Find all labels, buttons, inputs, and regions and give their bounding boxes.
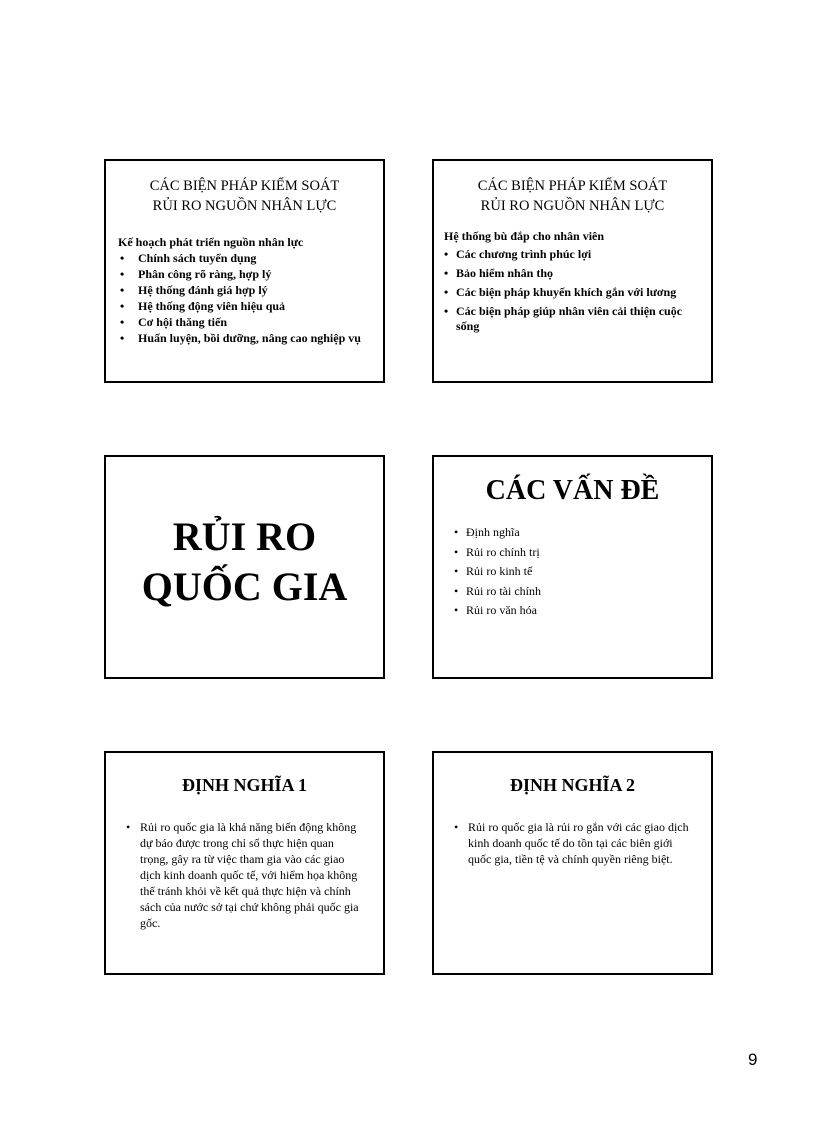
list-item: • Chính sách tuyển dụng (120, 251, 257, 265)
list-item: • Định nghĩa (454, 525, 520, 539)
list-item: • Bảo hiểm nhân thọ (444, 266, 554, 280)
list-item: • Rủi ro kinh tế (454, 564, 533, 578)
list-item: • Huấn luyện, bồi dưỡng, nâng cao nghiệp vụ (120, 331, 361, 345)
slide-title: CÁC VẤN ĐỀ (485, 475, 660, 506)
slide-4 (432, 455, 713, 679)
bullet-list (126, 819, 362, 931)
list-item: • Cơ hội thăng tiến (120, 315, 227, 329)
list-item: • Rủi ro quốc gia là khả năng biến động không dự báo được trong chỉ số thực hiện quan trọng, gây ra từ việc tham gia vào các giao dịch kinh doanh quốc tế, với hiểm họa không thể tránh khỏi về kết quả thực hiện và chính sách của nước sở tại chứ không phải quốc gia gốc. (126, 820, 359, 930)
slide-title (440, 176, 705, 216)
list-item: • Hệ thống động viên hiệu quả (120, 299, 286, 313)
slide-5 (104, 751, 385, 975)
slide-2 (432, 159, 713, 383)
slide-title (112, 176, 377, 216)
slide-title-line: RỦI RO NGUỒN NHÂN LỰC (480, 198, 665, 214)
slide-title-line: QUỐC GIA (141, 564, 348, 609)
slide-title-line: CÁC BIỆN PHÁP KIỂM SOÁT (149, 178, 340, 194)
list-item: • Hệ thống đánh giá hợp lý (120, 283, 268, 297)
slide-title (106, 512, 383, 612)
bullet-list (118, 250, 380, 346)
bullet-list (454, 819, 694, 867)
list-item: • Rủi ro tài chính (454, 583, 541, 598)
list-item: • Các chương trình phúc lợi (444, 247, 592, 261)
slide-subheading: Kế hoạch phát triển nguồn nhân lực (118, 235, 304, 249)
list-item: • Rủi ro văn hóa (454, 603, 537, 617)
list-item: • Rủi ro chính trị (454, 544, 540, 559)
slide-title: ĐỊNH NGHĨA 1 (181, 775, 307, 795)
bullet-list (444, 247, 708, 338)
list-item: • Các biện pháp khuyến khích gắn với lương (444, 285, 677, 299)
page-number: 9 (748, 1050, 758, 1069)
slide-title-line: RỦI RO (172, 514, 317, 559)
slide-title-line: RỦI RO NGUỒN NHÂN LỰC (152, 198, 337, 214)
slide-title-line: CÁC BIỆN PHÁP KIỂM SOÁT (477, 178, 668, 194)
list-item: • Phân công rõ ràng, hợp lý (120, 267, 272, 281)
slide-title: ĐỊNH NGHĨA 2 (509, 775, 635, 795)
slide-1 (104, 159, 385, 383)
bullet-list (454, 523, 694, 621)
slide-subheading: Hệ thống bù đắp cho nhân viên (444, 229, 605, 243)
slide-3 (104, 455, 385, 679)
list-item: • Rủi ro quốc gia là rủi ro gắn với các giao dịch kinh doanh quốc tế do tồn tại các biên giới quốc gia, tiền tệ và chính quyền riêng biệt. (454, 820, 689, 866)
list-item: • Các biện pháp giúp nhân viên cải thiện cuộc sống (444, 304, 683, 333)
slide-6 (432, 751, 713, 975)
